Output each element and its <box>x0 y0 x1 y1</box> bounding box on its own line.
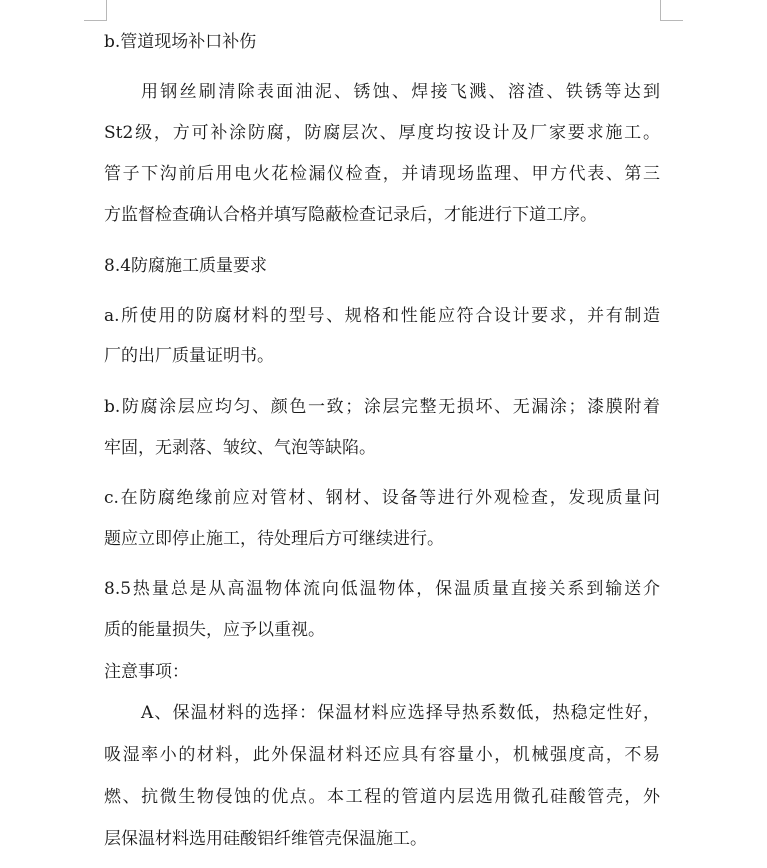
page-corner-mark-right <box>660 0 683 21</box>
notes-heading: 注意事项： <box>104 662 189 682</box>
paragraph-line: b.防腐涂层应均匀、颜色一致；涂层完整无损坏、无漏涂；漆膜附着 <box>104 397 660 417</box>
paragraph-line: 管子下沟前后用电火花检漏仪检查，并请现场监理、甲方代表、第三 <box>104 164 660 184</box>
paragraph-line: 吸湿率小的材料，此外保温材料还应具有容量小，机械强度高，不易 <box>104 745 660 765</box>
paragraph-line: 质的能量损失，应予以重视。 <box>104 620 325 640</box>
heading-8-4: 8.4防腐施工质量要求 <box>104 256 268 276</box>
paragraph-line: 牢固，无剥落、皱纹、气泡等缺陷。 <box>104 438 376 458</box>
heading-b-repair: b.管道现场补口补伤 <box>104 32 257 52</box>
paragraph-line: A、保温材料的选择：保温材料应选择导热系数低，热稳定性好， <box>141 703 660 723</box>
page-corner-mark-left <box>84 0 107 21</box>
paragraph-line: 燃、抗微生物侵蚀的优点。本工程的管道内层选用微孔硅酸管壳，外 <box>104 787 660 807</box>
paragraph-line: 8.5热量总是从高温物体流向低温物体，保温质量直接关系到输送介 <box>104 579 660 599</box>
paragraph-line: 厂的出厂质量证明书。 <box>104 346 274 366</box>
paragraph-line: St2级，方可补涂防腐，防腐层次、厚度均按设计及厂家要求施工。 <box>104 123 660 143</box>
paragraph-line: 题应立即停止施工，待处理后方可继续进行。 <box>104 529 444 549</box>
paragraph-line: 层保温材料选用硅酸铝纤维管壳保温施工。 <box>104 829 427 849</box>
paragraph-line: 方监督检查确认合格并填写隐蔽检查记录后，才能进行下道工序。 <box>104 205 597 225</box>
paragraph-line: c.在防腐绝缘前应对管材、钢材、设备等进行外观检查，发现质量问 <box>104 488 660 508</box>
paragraph-line: 用钢丝刷清除表面油泥、锈蚀、焊接飞溅、溶渣、铁锈等达到 <box>141 82 660 102</box>
paragraph-line: a.所使用的防腐材料的型号、规格和性能应符合设计要求，并有制造 <box>104 306 660 326</box>
